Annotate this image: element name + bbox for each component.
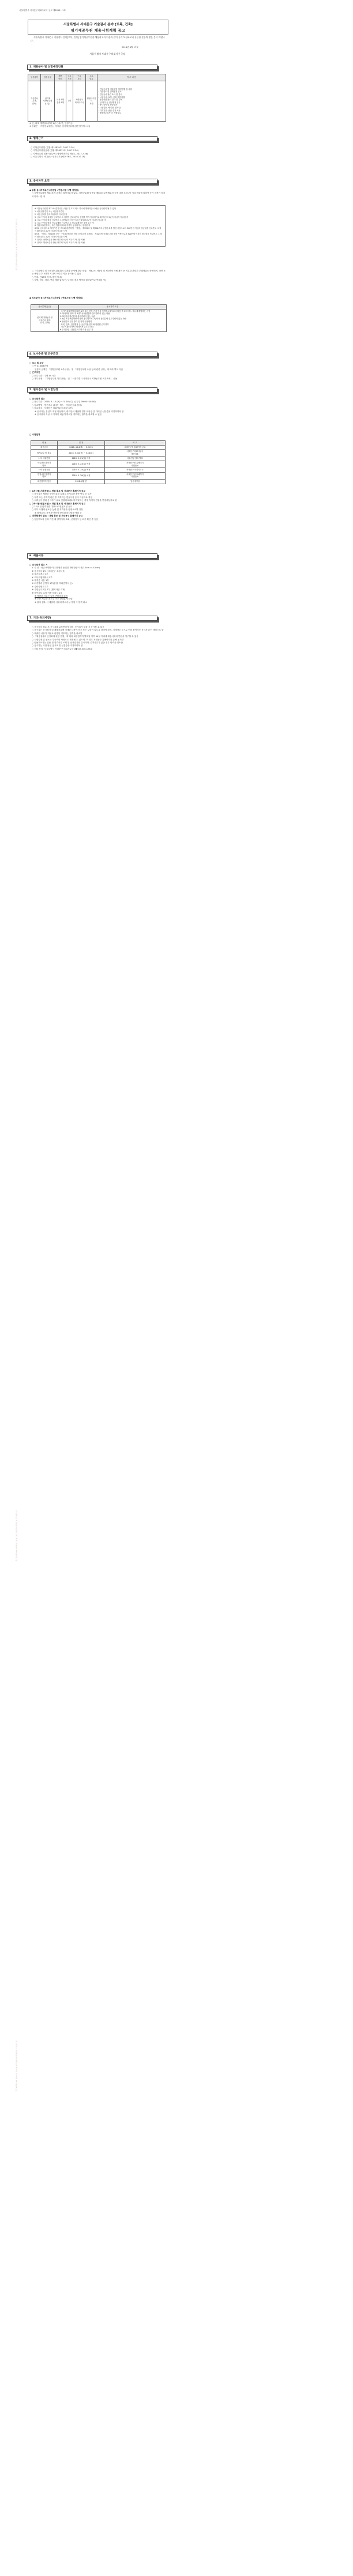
box-item: 8. 징계로 해임처분을 받은 날부터 3년이 지나지 아니한 사람: [35, 241, 85, 244]
section-7-heading: 7. 기타(유의사항): [27, 616, 157, 621]
th-period: 근무 기간: [66, 74, 73, 81]
section-5-after: [29, 490, 167, 521]
law-item: ○ 지방공무원 임용시험규칙 (행정안전부령 제1호, 2017.7.26): [31, 152, 88, 155]
req-line: 1. 학사학위 취득 후 1년이상 관련분야 실무경력이 있는 사람: [59, 312, 110, 315]
req-line: 3. 8급 또는 8급상당 이상의 공무원으로 2년이상 관련분야 실무경력이 있는 사람: [59, 318, 126, 320]
box-item: 1. 피성년후견인 또는 피한정후견인: [35, 210, 64, 213]
box-item: 3. 금고 이상의 실형을 선고받고 그 집행이 종료되거나 집행을 받지 아니하기로 확정된 후 5년이 지나지 아니한 자: [35, 216, 129, 218]
cell: 2018. 5. 28(월) 예정: [58, 472, 105, 479]
duty-line: · 건설공사 및 기술용역 계약집행 및 사업: [98, 88, 132, 90]
title-line1: 서울특별시 서대문구 기술감사 분야 [토목, 건축]: [63, 23, 133, 27]
exam-item: □ 최종합격자 발표 : 개별 통보 및 서대문구 홈페이지 공고: [29, 515, 83, 518]
th-dept: 근무 부서: [73, 74, 86, 81]
box-item: 5. 금고 이상의 형의 선고유예를 선고받고 그 선고유예기간 중에 있는 자: [35, 221, 94, 224]
cell: 2018. 5. 10(목) ~ 5.16(수): [58, 450, 105, 457]
cell: 서대문구청 홈페이지 개별통보: [105, 461, 166, 468]
doc-item: ② 응시원서 1부 (서대문구 소정서식): [32, 569, 66, 572]
table-row: [31, 457, 166, 461]
cell: 2018. 5. 25(금) 예정: [58, 468, 105, 473]
doc-item: ⑥ 최종학력 증명서 1부(졸업, 학위증명서 등): [32, 582, 73, 585]
sub-heading: ◆ 공통 응시자격요건 (기준일 : 면접시험 시행 예정일): [29, 189, 79, 191]
apply-item: ※ 응시자는 본인이 직접 작성하고, 대리인이 제출할 경우 위임장 및 대리인 신분증을 지참하여야 함: [35, 410, 124, 413]
cell-duties: [97, 81, 166, 122]
schedule-title: [29, 433, 167, 436]
exam-item: □ 1차시험(서류전형) : 개별 통보 및 서대문구 홈페이지 공고: [29, 490, 86, 492]
qualification-table: [31, 304, 167, 332]
cell-period: 1년: [66, 81, 73, 122]
th-duties: 직 무 내 용: [97, 74, 166, 81]
cell-dept: 서대문구 의회사무국: [73, 81, 86, 122]
section-7-body: [29, 626, 167, 651]
table-row: [31, 468, 166, 473]
pay-item: ○ 연 41,853천원: [32, 365, 48, 368]
schedule-heading: □ 시험일정: [29, 433, 40, 436]
exam-item: □ 2차시험(면접시험) : 개별 통보 및 서대문구 홈페이지 공고: [29, 502, 86, 505]
duty-line: · 기록기간: 연간 결과 조사: [98, 109, 121, 112]
schedule-table: [31, 440, 166, 484]
pay-item: ○ 근무시간 : 주당 40시간: [32, 374, 56, 377]
duty-line: · 공사감독 및 준공검사: [98, 104, 118, 107]
cell-role: 행정사무감사 지원: [86, 81, 97, 122]
cell: 1 차 서류전형: [31, 457, 58, 461]
table-row: [31, 480, 166, 484]
title-box: [28, 20, 168, 35]
intro-text: 서울특별시 서대문구 기술감사 분야[토목, 건축] 임기제공무원을 채용하고자 다음과 같이 공개 모집하오니 유능한 분들의 많은 응시 바랍니다.: [31, 36, 165, 42]
section-4-heading: 4. 보수수준 및 근무조건: [27, 352, 157, 357]
cell-field: 임기제 지방공무원 기술감사 분야 (토목, 건축): [31, 309, 59, 332]
duty-line: - 품질·안전관리 실태 및 감독: [98, 99, 122, 101]
cell: 임용예정일: [105, 480, 166, 484]
law-item: ○ 지방공무원법 (법률 제14839호, 2017.7.26): [31, 146, 75, 149]
cell: 서대문구 의회사무국: [105, 468, 166, 473]
notice-item: ○ 임용후보자는 임용 전 결격사유 조회 및 신체검사를 실시하며, 결격사유가 있을 경우 합격을 취소함: [32, 642, 123, 644]
cell: 서류전형 결과 발표: [105, 457, 166, 461]
box-item: ※ 지방공무원법 제31조(결격사유) 다음 각 호의 어느 하나에 해당하는 사람은 공무원이 될 수 없다.: [35, 208, 117, 210]
doc-item: ※ 원서 접수 시 제출한 서류의 허위사실 기재 시 합격 취소: [35, 601, 87, 604]
cell-field: 기술감사 (토목, 건축): [28, 81, 41, 122]
section-3-heading: 3. 응시자격 요건: [27, 179, 157, 184]
box-item: 4. 금고 이상의 형을 선고받고 그 집행유예 기간이 끝난 날부터 2년이 지나지 아니한 자: [35, 218, 106, 221]
th-requirement: 응시자격 요건: [59, 305, 167, 310]
doc-item: ⑤ 자격증 사본 1부: [32, 579, 49, 582]
doc-item: ※ 모든 서류는 공고일 이후 발행분에 한함: [35, 598, 73, 601]
section-6-body: [29, 564, 167, 604]
section-3-common: [29, 189, 167, 198]
cell: 2018. 5. 21(월) 예정: [58, 457, 105, 461]
table-row: [31, 450, 166, 457]
section-6-heading: 6. 제출서류: [27, 553, 157, 559]
duty-line: · 기술검토 및 설계변경 검토: [98, 90, 122, 93]
publish-date: 2018년 4월 17일: [122, 46, 138, 48]
document-page: [6, 0, 171, 2576]
cell: 서대문구청 홈페이지 개별통보: [105, 472, 166, 479]
recruit-table: [28, 74, 166, 122]
cell-requirement: [59, 309, 167, 332]
doc-item: ⑦ 경력증명서 1부: [32, 585, 48, 588]
cell-count: 토목 1명 건축 1명: [55, 81, 66, 122]
cell: 서대문구의회사무국 방문접수: [105, 450, 166, 457]
cell: 최종합격자 임용: [31, 480, 58, 484]
exam-item: ○ 직무 수행에 필요한 능력 및 적격성을 평정요소별 검정: [32, 508, 83, 511]
duty-line: - 인·허가 등 건설행정 업무: [98, 101, 121, 104]
th-note: 비 고: [105, 441, 166, 446]
cell: 서류전형 합격자 발표: [31, 461, 58, 468]
apply-item: ○ 접수방법 : 방문접수 (우편 · 팩스 · 인터넷 접수 불가): [32, 403, 82, 406]
notice-item: ○ 응시원서 접수 후 응시표를 교부받아야 하며, 응시표가 없을 시 응시할 수 없음: [32, 626, 104, 628]
cell: 면접시험 합격자 발표: [31, 472, 58, 479]
doc-item: ⑨ 개인정보 수집·이용 동의서 1부: [32, 591, 62, 594]
table-row: [31, 461, 166, 468]
section-2-heading: 2. 법령근거: [27, 136, 157, 141]
qual-item: ○ 연령: 만18세 이상 (정년 이내): [32, 276, 62, 278]
section-5-body: [29, 398, 167, 416]
notice-number: 서울특별시 서대문구의회사무국 공고 제2018－1호: [19, 9, 66, 12]
law-item: ○ 서울특별시 서대문구 인사규칙 (제2976호, 2016.10.19): [31, 156, 85, 159]
publisher: 서울특별시서대문구의회사무국장: [89, 52, 126, 55]
disqualification-box: [32, 205, 166, 247]
exam-item: ○ 적격 또는 부적격 판단 후 적격자는 면접시험 응시 대상자로 결정: [32, 496, 92, 499]
duty-line: · 행정사무감사 등 지원업무: [98, 112, 121, 115]
req-line: - 토목, 건축, 건설행정 등 공공기관 업무와 관련된 근무경력: [59, 323, 109, 326]
law-item: ○ 지방공무원임용령 (법률 제28211호, 2017.7.26): [31, 149, 79, 152]
pay-item: ○ 복무규정 : 「지방공무원 복무규정」 및 「서울특별시 서대문구 지방공무원 복무조례」 준용: [32, 378, 118, 380]
cell: 2018. 5. 23(수) 예정: [58, 461, 105, 468]
doc-item: ① 사 진 : 최근 6개월 이내 촬영한 동일한 반명함판 사진(3.5cm × 4.5cm): [32, 567, 100, 569]
cell: 서대문구청 홈페이지 공고: [105, 445, 166, 450]
notice-item: ○ 기타 문의: 서울특별시 서대문구 의회사무국 (☎ 02-330-1234): [32, 647, 93, 650]
req-line: ※ 우대사항 : 관련분야 2년 이상 근무 자: [59, 328, 93, 331]
title-line2: 임기제공무원 채용시험계획 공고: [70, 29, 126, 33]
pay-item: □ 근무조건: [29, 371, 40, 374]
qual-item: ○ 지방공무원법 제31조에 규정된 결격사유가 없고, 지방공무원 임용령 제65조(부정행위자 등에 대한 조치) 및 기타 법령에 의하여 응시 자격이 정지되지 아니한 자: [32, 192, 166, 198]
note: ※ 단, 최초 계약일로부터 1년 근무(단, 연장가능): [29, 122, 74, 125]
req-line: 2. 3년이상 관련분야 실무경력이 있는 사람: [59, 315, 95, 318]
box-item: 2. 파산선고를 받고 복권되지 아니한 자: [35, 213, 67, 216]
th-content: 내 용: [31, 441, 58, 446]
duty-line: · 건설공사 관련 조사 및 감사: [98, 93, 122, 96]
section-4-body: [29, 362, 167, 380]
section-1-notes: [29, 122, 166, 129]
cell: 2018. 4.24(화) ~ 5. 9(수): [58, 445, 105, 450]
box-item: 6의3. 「형법」 제303조 또는 「성폭력범죄의 처벌 등에 관한 특례법」 제10조에 규정된 죄를 범한 사람으로서 300만원 이상의 벌금형을 선고받고 그 형이 확정된 후 2년이 지나지 아니한 사람: [35, 233, 162, 239]
section-1-heading: 1. 채용분야 및 선발예정인원: [27, 65, 157, 70]
th-grade: 임용등급: [41, 74, 55, 81]
th-field: 응시분야(등급): [31, 305, 59, 310]
th-field: 임용분야: [28, 74, 41, 81]
notice-item: ○ 응시자는 응시원서 및 제출서류에 기재한 내용에 착오 또는 누락이 없도록 하여야 하며, 기재착오 등으로 인한 불이익은 응시자 본인 책임으로 함: [32, 629, 164, 632]
req-line: · 국가기술자격법에 의한 토목 또는 건축 기사 이상 자격증소지자로서 다음 각 호의 어느 하나에 해당하는 사람: [59, 310, 151, 312]
pay-item: 연봉의 금액은 「지방공무원 보수규정」 및 「지방공무원 수당 등에 관한 규정」에 따라 별도 지급: [35, 368, 123, 371]
notice-item: ○ 시험일정 및 장소는 부득이한 사정으로 변경될 수 있으며, 이 경우 서대문구 홈페이지를 통해 공지함: [32, 638, 124, 641]
req-line: - 정부기관(지자체 포함)에서 근무한 경력: [59, 326, 94, 329]
cell: 원서교부 및 접수: [31, 450, 58, 457]
th-count: 채용 인원: [55, 74, 66, 81]
section-5-heading: 5. 원서접수 및 시험일정: [27, 387, 157, 393]
section-3-duty-sub: [29, 297, 167, 300]
doc-item: ④ 직무수행계획서 1부: [32, 576, 52, 579]
exam-item: ※ 평정요소: 공직관·전문성·창의력·의사발표·예의 등: [35, 511, 82, 514]
th-date: 일 정: [58, 441, 105, 446]
duty-line: - 시설공사, 토목, 건축 계약집행: [98, 96, 125, 99]
req-line: ※ 관련분야 실무경력 및 자격 인정범위: [59, 320, 92, 323]
doc-item: ※ 제출된 서류는 일체 반환하지 않음: [35, 595, 68, 598]
cell-grade: 임기제 지방공무원 (나급): [41, 81, 55, 122]
table-row: [31, 445, 166, 450]
duty-line: · 시정질문, 예·결산 심사 등: [98, 106, 121, 109]
cell: 채용공고: [31, 445, 58, 450]
side-stamp: 이 문서는 서대문구의회사무국에서 작성한 공고문입니다: [15, 219, 17, 271]
exam-item: ○ 임용후보자 등록 기간 내 결격사유 조회, 신체검사 등 최종 확인 후 임용: [32, 518, 99, 521]
apply-item: □ 응시원서 접수: [29, 398, 45, 400]
apply-item: ○ 접수기간 : 2018. 5. 10.(목) ~ 5. 16.(수) (근무일 09:00~18:00): [32, 401, 96, 403]
notice-item: ○ 「채용절차의 공정화에 관한 법률」에 따라 최종합격자 발표일 이후 14일 이내에 채용서류의 반환을 청구할 수 있음: [32, 635, 138, 638]
exam-item: ○ 응시자가 제출한 증빙서류를 토대로 응시요건 충족 여부 등 심사: [32, 493, 92, 496]
box-item: 6. 법원의 판결 또는 다른 법률에 따라 자격이 상실되거나 정지된 자: [35, 224, 91, 227]
box-item: 6의2. 공무원으로 재직기간 중 직무와 관련하여 「형법」 제355조 및 제356조에 규정된 죄를 범한 사람으로서 300만원 이상의 벌금형을 선고받고 그 형이 확정된 후 2년이 지나지 아니한 사람: [35, 227, 162, 233]
exam-item: ○ 1차시험 합격자를 대상으로 면접시험 실시: [32, 506, 73, 508]
side-stamp: 이 문서는 서대문구의회사무국에서 작성한 공고문입니다: [15, 1510, 17, 1562]
note: ※ 신분은 「지방공무원법」에 따른 임기제공무원(일반임기제) 나급: [29, 125, 91, 128]
doc-item: □ 응시원서 접수 시: [29, 564, 48, 566]
table-row: [31, 472, 166, 479]
th-role: 주요 임무: [86, 74, 97, 81]
apply-item: ※ 응시원서 작성 시 기재한 내용이 허위일 경우에는 합격을 취소할 수 있음: [35, 413, 102, 416]
doc-item: ③ 자기소개서 1부: [32, 573, 48, 576]
side-stamp: 이 문서는 서대문구의회사무국에서 작성한 공고문입니다: [15, 2041, 17, 2092]
notice-item: ○ 제출된 서류가 허위로 판명된 경우에는 합격을 취소함: [32, 632, 82, 635]
section-2-body: [31, 146, 167, 159]
sub-heading: ◆ 직무분야 응시자격요건 (기준일 : 면접시험 시행 예정일): [29, 297, 83, 299]
cell: 2018. 6월 중: [58, 480, 105, 484]
section-3-extra: [29, 270, 167, 282]
qual-item: ○ 「부패방지 및 국민권익위원회의 설치와 운영에 관한 법률」 제82조, 제1항 및 제2항에 의해 재직 중 직무와 관련된 부패행위로 당연퇴직, 파면 또는 해임된 후 5년이 지나지 아니한 자는 응시할 수 없음: [32, 270, 166, 276]
box-item: 7. 징계로 파면처분을 받은 날부터 5년이 지나지 아니한 사람: [35, 238, 85, 241]
cell: 2 차 면접시험: [31, 468, 58, 473]
exam-item: ○ 서류심사 결과 응시자가 필요 인원의 2배수에 미달하는 경우 적격자 전원을 면접대상자로 함: [32, 499, 117, 502]
pay-item: □ 보수 및 수당: [29, 362, 44, 364]
doc-item: ⑧ 주민등록초본 1부 (병역사항 기재): [32, 589, 66, 591]
apply-item: ○ 접수장소 : 서대문구 의회사무국(본관 4층): [32, 407, 73, 410]
qual-item: ○ 성별, 학력, 경력, 연령 제한 없음(단, 남자의 경우 병역을 필하였거나 면제된 자): [32, 279, 106, 282]
notice-item: ○ 응시자는 시험 당일 응시표 및 신분증을 지참하여야 함: [32, 644, 83, 647]
